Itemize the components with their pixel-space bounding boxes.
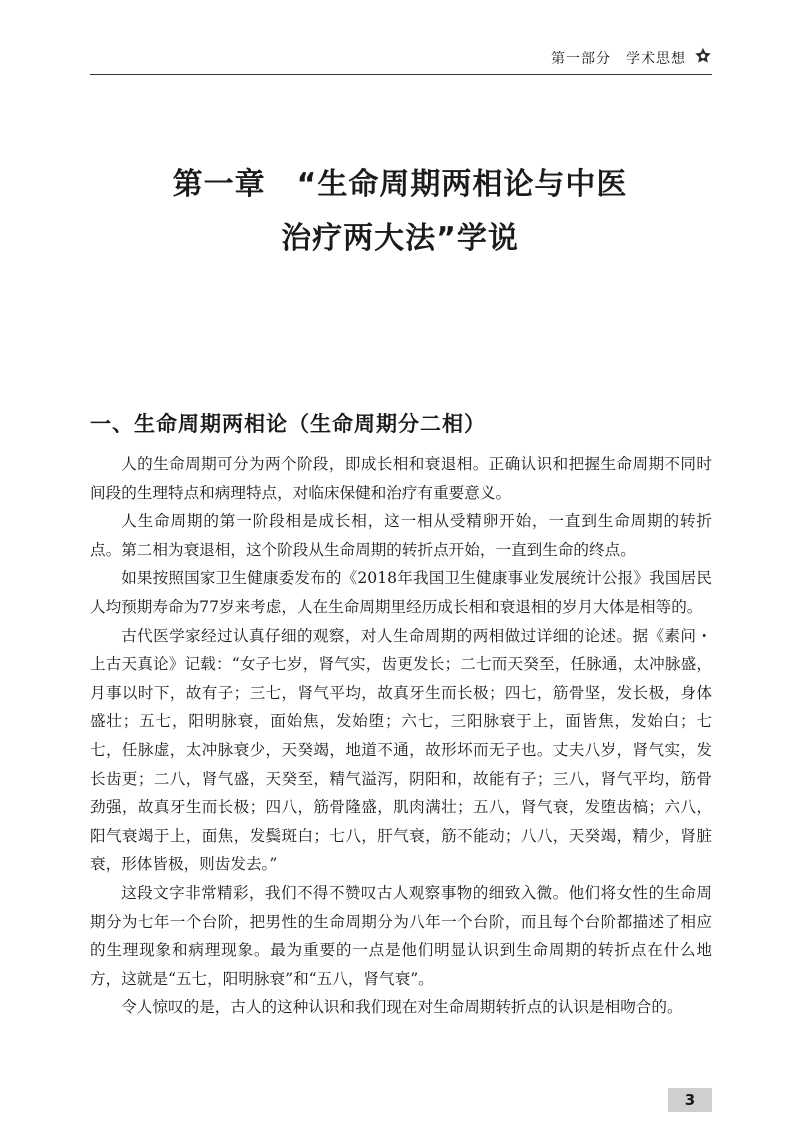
- section-heading: 一、生命周期两相论（生命周期分二相）: [90, 412, 486, 436]
- chapter-title-line-1: 第一章 “生命周期两相论与中医: [172, 167, 628, 202]
- page-number: [668, 1088, 712, 1112]
- paragraph: 如果按照国家卫生健康委发布的《2018年我国卫生健康事业发展统计公报》我国居民人均预期寿命为77岁来考虑，人在生命周期里经历成长相和衰退相的岁月大体是相等的。: [90, 569, 712, 616]
- running-header: [90, 44, 712, 75]
- body-text: [90, 450, 712, 1022]
- flower-emblem-icon: [694, 47, 712, 65]
- page-number-label: 3: [684, 1091, 696, 1109]
- chapter-title-line-2: 治疗两大法”学说: [281, 221, 519, 256]
- paragraph: 这段文字非常精彩，我们不得不赞叹古人观察事物的细致入微。他们将女性的生命周期分为七年一个台阶，把男性的生命周期分为八年一个台阶，而且每个台阶都描述了相应的生理现象和病理现象。最为重要的一点是他们明显认识到生命周期的转折点在什么地方，这就是“五七，阳明脉衰”和“五八，肾气衰”。: [90, 883, 712, 988]
- paragraph: 令人惊叹的是，古人的这种认识和我们现在对生命周期转折点的认识是相吻合的。: [121, 998, 683, 1017]
- paragraph: 人的生命周期可分为两个阶段，即成长相和衰退相。正确认识和把握生命周期不同时间段的生理特点和病理特点，对临床保健和治疗有重要意义。: [90, 455, 712, 502]
- paragraph: 古代医学家经过认真仔细的观察，对人生命周期的两相做过详细的论述。据《素问・上古天真论》记载：“女子七岁，肾气实，齿更发长；二七而天癸至，任脉通，太冲脉盛，月事以时下，故有子；三七，肾气平均，故真牙生而长极；四七，筋骨坚，发长极，身体盛壮；五七，阳明脉衰，面始焦，发始堕；六七，三阳脉衰于上，面皆焦，发始白；七七，任脉虚，太冲脉衰少，天癸竭，地道不通，故形坏而无子也。丈夫八岁，肾气实，发长齿更；二八，肾气盛，天癸至，精气溢泻，阴阳和，故能有子；三八，肾气平均，筋骨劲强，故真牙生而长极；四八，筋骨隆盛，肌肉满壮；五八，肾气衰，发堕齿槁；六八，阳气衰竭于上，面焦，发鬓斑白；七八，肝气衰，筋不能动；八八，天癸竭，精少，肾脏衰，形体皆极，则齿发去。”: [90, 626, 712, 874]
- chapter-title: [0, 158, 800, 266]
- header-section-label: 第一部分 学术思想: [551, 51, 686, 67]
- paragraph: 人生命周期的第一阶段相是成长相，这一相从受精卵开始，一直到生命周期的转折点。第二相为衰退相，这个阶段从生命周期的转折点开始，一直到生命的终点。: [90, 512, 712, 559]
